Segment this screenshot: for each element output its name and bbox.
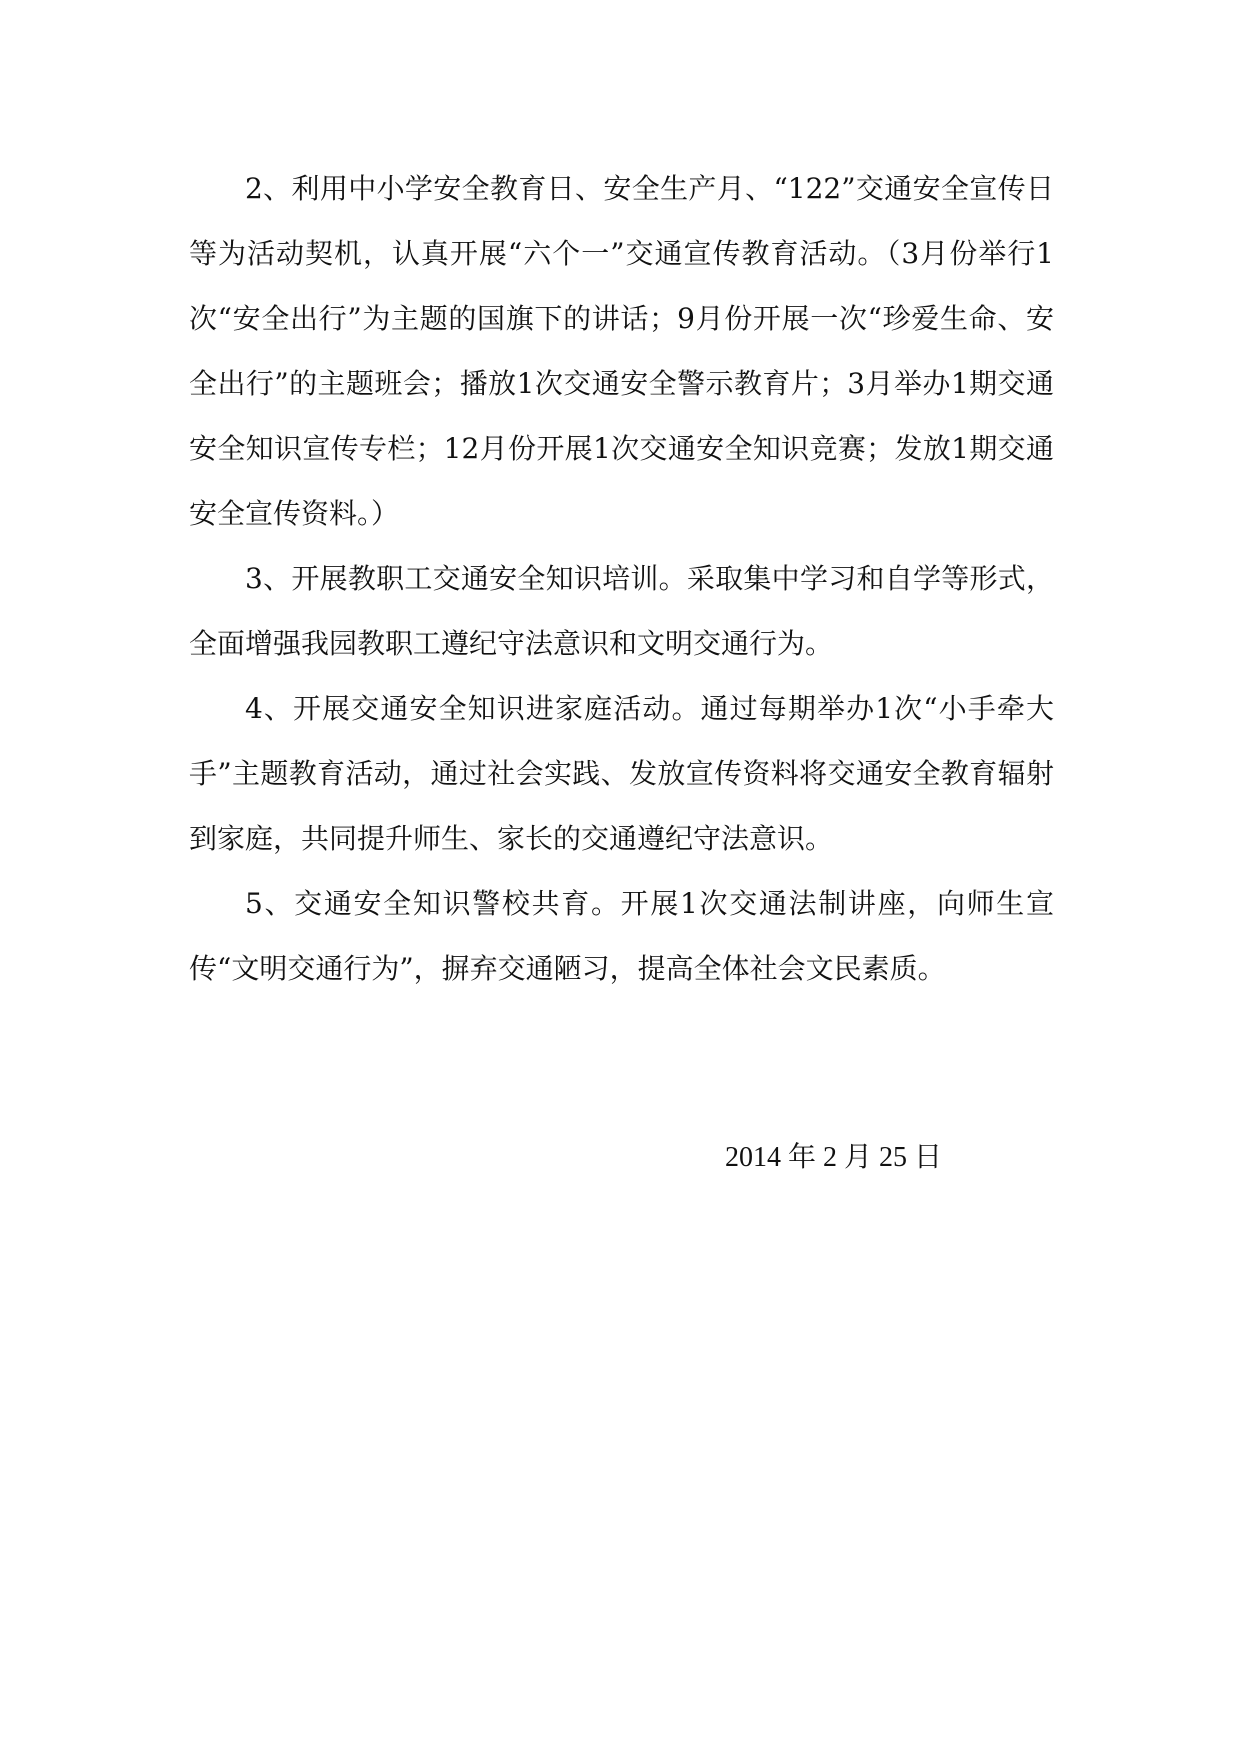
paragraph-item-2: 2、利用中小学安全教育日、安全生产月、“122”交通安全宣传日等为活动契机，认真开展“六个一”交通宣传教育活动。（3月份举行1次“安全出行”为主题的国旗下的讲话；9月份开展一次“珍爱生命、安全出行”的主题班会；播放1次交通安全警示教育片；3月举办1期交通安全知识宣传专栏；12月份开展1次交通安全知识竞赛；发放1期交通安全宣传资料。） bbox=[189, 172, 1054, 530]
document-date: 2014 年 2 月 25 日 bbox=[725, 1142, 943, 1173]
paragraph-item-4: 4、开展交通安全知识进家庭活动。通过每期举办1次“小手牵大手”主题教育活动，通过社会实践、发放宣传资料将交通安全教育辐射到家庭，共同提升师生、家长的交通遵纪守法意识。 bbox=[189, 692, 1054, 855]
paragraph-item-3: 3、开展教职工交通安全知识培训。采取集中学习和自学等形式，全面增强我园教职工遵纪守法意识和文明交通行为。 bbox=[189, 562, 1054, 660]
paragraph-item-5: 5、交通安全知识警校共育。开展1次交通法制讲座，向师生宣传“文明交通行为”，摒弃交通陋习，提高全体社会文民素质。 bbox=[189, 887, 1054, 985]
document-body bbox=[189, 156, 1054, 1001]
